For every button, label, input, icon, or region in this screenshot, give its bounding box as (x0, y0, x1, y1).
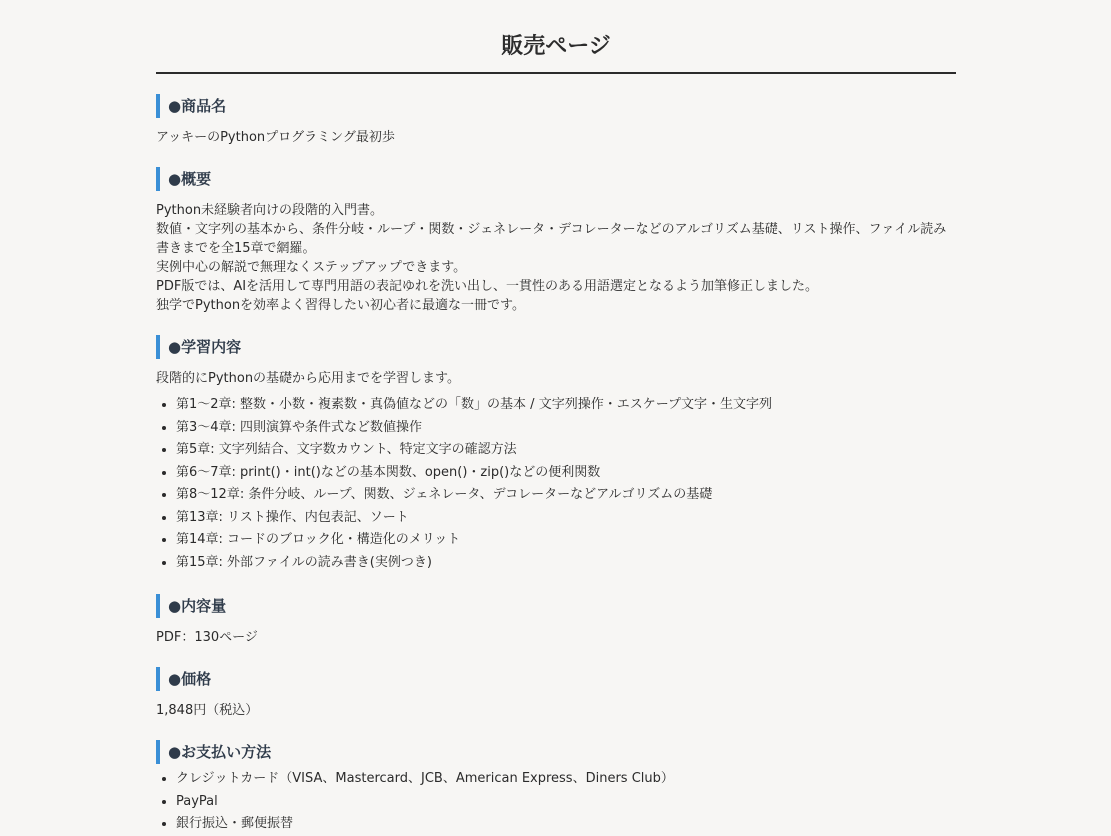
section-heading-price: ●価格 (156, 667, 956, 691)
list-item: • 第14章: コードのブロック化・構造化のメリット (176, 529, 956, 552)
list-item: • 第13章: リスト操作、内包表記、ソート (176, 507, 956, 530)
volume-body (156, 628, 956, 647)
section-heading-overview: ●概要 (156, 167, 956, 191)
contents-body (156, 369, 956, 574)
product-name-body (156, 128, 956, 147)
product-name-text: アッキーのPythonプログラミング最初歩 (156, 130, 395, 145)
list-item: • 第8〜12章: 条件分岐、ループ、関数、ジェネレータ、デコレーターなどアルゴリズムの基礎 (176, 484, 956, 507)
list-item: • 銀行振込・郵便振替 (176, 813, 956, 836)
list-item: • 第15章: 外部ファイルの読み書き(実例つき) (176, 552, 956, 575)
list-item: • PayPal (176, 791, 956, 814)
section-heading-product-name: ●商品名 (156, 94, 956, 118)
contents-list (156, 394, 956, 574)
section-heading-volume: ●内容量 (156, 594, 956, 618)
section-heading-contents: ●学習内容 (156, 335, 956, 359)
list-item: • 第3〜4章: 四則演算や条件式など数値操作 (176, 417, 956, 440)
section-heading-payment: ●お支払い方法 (156, 740, 956, 764)
overview-line: 独学でPythonを効率よく習得したい初心者に最適な一冊です。 (156, 298, 526, 313)
price-body (156, 701, 956, 720)
overview-line: 実例中心の解説で無理なくステップアップできます。 (156, 260, 467, 275)
contents-intro: 段階的にPythonの基礎から応用までを学習します。 (156, 371, 461, 386)
sales-page (156, 0, 956, 836)
list-item: • 第1〜2章: 整数・小数・複素数・真偽値などの「数」の基本 / 文字列操作・エスケープ文字・生文字列 (176, 394, 956, 417)
price-text: 1,848円（税込） (156, 703, 259, 718)
payment-list (156, 768, 956, 836)
overview-line: Python未経験者向けの段階的入門書。 (156, 203, 384, 218)
overview-line: 数値・文字列の基本から、条件分岐・ループ・関数・ジェネレータ・デコレーターなどのアルゴリズム基礎、リスト操作、ファイル読み書きまでを全15章で網羅。 (156, 222, 947, 256)
overview-line: PDF版では、AIを活用して専門用語の表記ゆれを洗い出し、一貫性のある用語選定となるよう加筆修正しました。 (156, 279, 819, 294)
list-item: • クレジットカード（VISA、Mastercard、JCB、American Express、Diners Club） (176, 768, 956, 791)
list-item: • 第6〜7章: print()・int()などの基本関数、open()・zip()などの便利関数 (176, 462, 956, 485)
list-item: • 第5章: 文字列結合、文字数カウント、特定文字の確認方法 (176, 439, 956, 462)
volume-text: PDF：130ページ (156, 630, 258, 645)
page-title: 販売ページ (156, 0, 956, 74)
overview-body (156, 201, 956, 315)
